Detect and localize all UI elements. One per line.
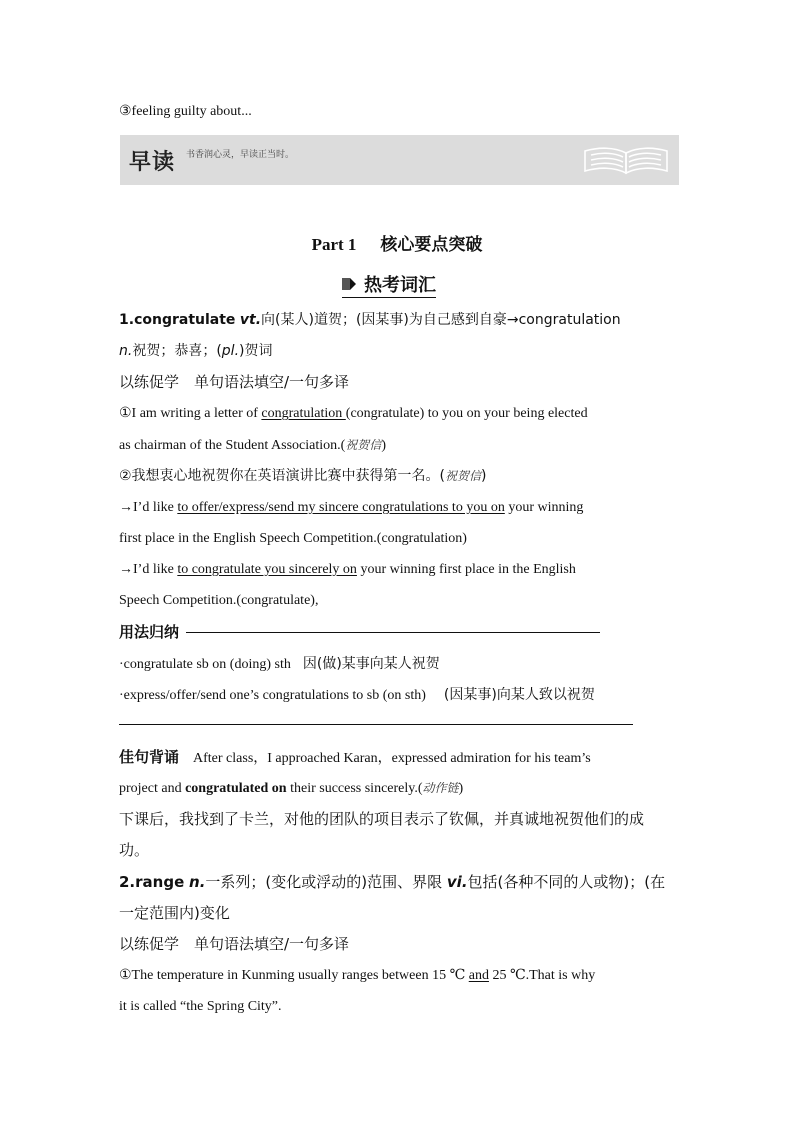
entry1-example2-translation-a-cont: first place in the English Speech Competition.(congratulation) bbox=[119, 531, 467, 546]
entry1-translation-cont: 功。 bbox=[119, 841, 150, 859]
entry1-example2-translation-a: →I’d like to offer/express/send my sincere congratulations to you on your winning bbox=[119, 500, 584, 515]
entry1-heading-cont: n.祝贺；恭喜；(pl.)贺词 bbox=[119, 343, 273, 359]
entry1-usage-label: 用法归纳 bbox=[119, 623, 180, 641]
top-note: ③feeling guilty about... bbox=[119, 104, 252, 119]
morning-reading-banner bbox=[120, 135, 679, 185]
part-title bbox=[0, 230, 794, 255]
entry1-pos2: n. bbox=[119, 343, 133, 359]
entry2-example1-cont: it is called “the Spring City”. bbox=[119, 999, 282, 1014]
entry1-sentence-cont: project and congratulated on their success sincerely.(动作链) bbox=[119, 781, 464, 796]
section-heading bbox=[342, 272, 436, 298]
entry1-example2-translation-b-cont: Speech Competition.(congratulate), bbox=[119, 593, 319, 608]
usage-rule-bottom bbox=[119, 724, 633, 725]
entry1-example1-answer: congratulation bbox=[261, 406, 346, 421]
entry1-word: congratulate bbox=[134, 312, 236, 328]
entry2-word: range bbox=[135, 873, 185, 891]
entry2-example1-answer: and bbox=[468, 968, 489, 983]
section-heading-text: 热考词汇 bbox=[364, 275, 436, 296]
usage-rule-top bbox=[186, 632, 600, 633]
entry1-example2-chinese: ②我想衷心地祝贺你在英语演讲比赛中获得第一名。(祝贺信) bbox=[119, 468, 487, 484]
entry1-usage2: ·express/offer/send one’s congratulations to sb (on sth) (因某事)向某人致以祝贺 bbox=[119, 687, 595, 703]
entry2-heading: 2.range n.一系列；(变化或浮动的)范围、界限 vi.包括(各种不同的人或物)；(在 bbox=[119, 873, 666, 891]
open-book-icon bbox=[581, 143, 671, 177]
entry1-meaning: 向(某人)道贺；(因某事)为自己感到自豪→congratulation bbox=[261, 312, 621, 328]
entry2-example1: ①The temperature in Kunming usually ranges between 15 ℃ and 25 ℃.That is why bbox=[119, 968, 596, 983]
entry1-usage1: ·congratulate sb on (doing) sth 因(做)某事向某人祝贺 bbox=[119, 656, 440, 672]
section-marker-icon bbox=[342, 276, 360, 292]
part-heading: 核心要点突破 bbox=[380, 235, 483, 255]
entry1-example2-translation-b: →I’d like to congratulate you sincerely on your winning first place in the English bbox=[119, 562, 576, 577]
entry1-number: 1. bbox=[119, 312, 135, 328]
entry1-example2-answer-a: to offer/express/send my sincere congratulations to you on bbox=[177, 500, 505, 515]
entry1-practice-label: 以练促学 单句语法填空/一句多译 bbox=[119, 373, 350, 391]
banner-title: 早读 bbox=[129, 150, 176, 175]
entry1-example2-answer-b: to congratulate you sincerely on bbox=[177, 562, 357, 577]
entry1-heading bbox=[119, 310, 675, 330]
entry1-example1-cont: as chairman of the Student Association.(祝贺信) bbox=[119, 438, 386, 453]
entry1-pos: vt. bbox=[239, 312, 262, 328]
entry1-example1: ①I am writing a letter of congratulation (congratulate) to you on your being elected bbox=[119, 406, 588, 421]
entry1-sentence: 佳句背诵 After class，I approached Karan，expressed admiration for his team’s bbox=[119, 748, 591, 766]
banner-subtitle: 书香润心灵，早读正当时。 bbox=[186, 150, 295, 160]
entry2-heading-cont: 一定范围内)变化 bbox=[119, 904, 230, 922]
entry2-practice-label: 以练促学 单句语法填空/一句多译 bbox=[119, 935, 350, 953]
entry1-translation: 下课后，我找到了卡兰，对他的团队的项目表示了钦佩，并真诚地祝贺他们的成 bbox=[119, 810, 645, 828]
part-label: Part 1 bbox=[311, 235, 357, 254]
